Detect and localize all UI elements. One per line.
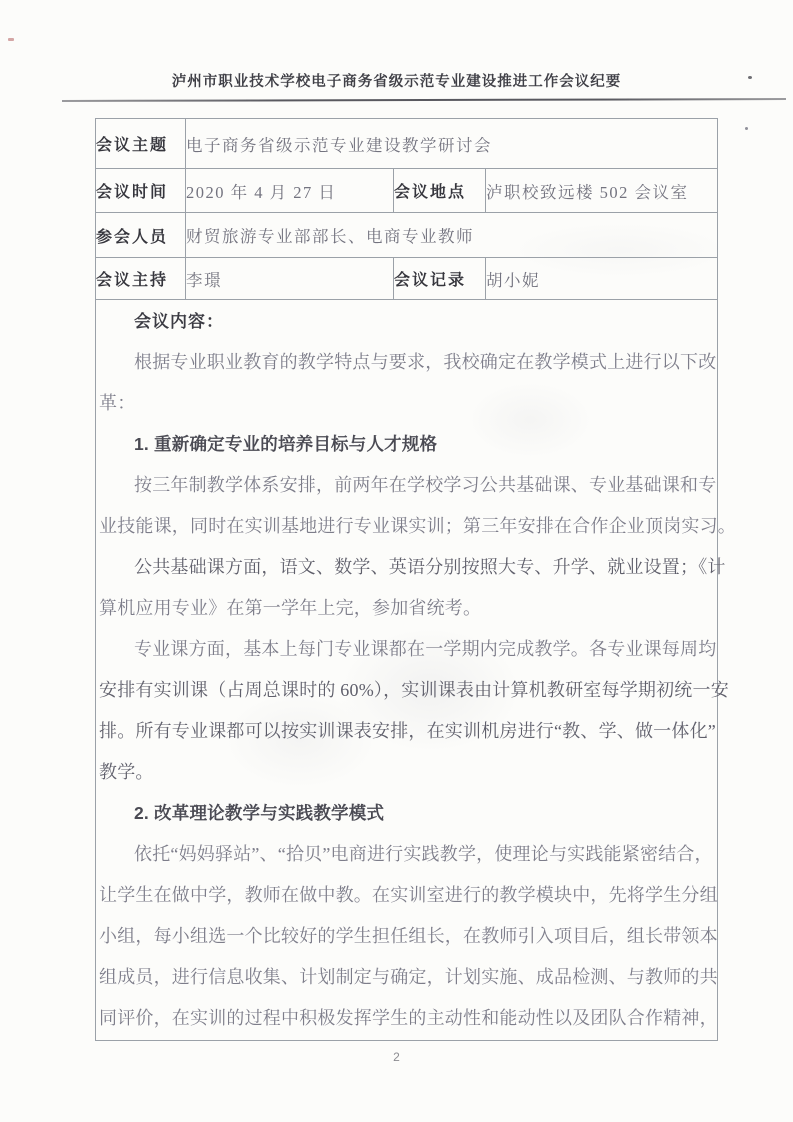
content-line: 2. 改革理论教学与实践教学模式 (134, 803, 385, 823)
content-line: 依托“妈妈驿站”、“拾贝”电商进行实践教学，使理论与实践能紧密结合， (134, 844, 713, 864)
document-title: 泸州市职业技术学校电子商务省级示范专业建设推进工作会议纪要 (171, 74, 622, 90)
content-line: 专业课方面，基本上每门专业课都在一学期内完成教学。各专业课每周均 (134, 639, 717, 659)
content-line: 组成员，进行信息收集、计划制定与确定，计划实施、成品检测、与教师的共 (99, 967, 718, 987)
title-underline (62, 98, 786, 102)
content-line: 业技能课，同时在实训基地进行专业课实训；第三年安排在合作企业顶岗实习。 (99, 516, 736, 536)
content-line: 同评价，在实训的过程中积极发挥学生的主动性和能动性以及团队合作精神， (99, 1008, 718, 1028)
content-line: 安排有实训课（占周总课时的 60%），实训课表由计算机教研室每学期初统一安 (99, 680, 729, 700)
scan-speck (8, 38, 14, 41)
meeting-content-cell (96, 300, 736, 1041)
content-line: 1. 重新确定专业的培养目标与人才规格 (134, 434, 438, 454)
table-row (96, 258, 718, 300)
host-label: 会议主持 (96, 258, 186, 300)
meeting-time-label: 会议时间 (96, 169, 186, 213)
content-line: 让学生在做中学，教师在做中教。在实训室进行的教学模块中，先将学生分组 (99, 885, 718, 905)
content-heading: 会议内容： (134, 312, 224, 331)
table-row (96, 300, 718, 1041)
page-number: 2 (393, 1050, 400, 1064)
attendees-value: 财贸旅游专业部部长、电商专业教师 (186, 213, 718, 258)
meeting-place-value: 泸职校致远楼 502 会议室 (486, 169, 718, 213)
table-row (96, 213, 718, 258)
content-line: 小组，每小组选一个比较好的学生担任组长，在教师引入项目后，组长带领本 (99, 926, 718, 946)
meeting-topic-value: 电子商务省级示范专业建设教学研讨会 (186, 119, 718, 169)
content-line: 教学。 (99, 762, 154, 782)
content-line: 根据专业职业教育的教学特点与要求，我校确定在教学模式上进行以下改 (134, 352, 717, 372)
recorder-label: 会议记录 (394, 258, 486, 300)
scan-speck (745, 127, 748, 130)
content-line: 算机应用专业》在第一学年上完，参加省统考。 (99, 598, 482, 618)
recorder-value: 胡小妮 (486, 258, 718, 300)
meeting-place-label: 会议地点 (394, 169, 486, 213)
content-line: 公共基础课方面，语文、数学、英语分别按照大专、升学、就业设置；《计 (134, 557, 726, 577)
content-line: 排。所有专业课都可以按实训课表安排，在实训机房进行“教、学、做一体化” (99, 721, 716, 741)
attendees-label: 参会人员 (96, 213, 186, 258)
content-lines (96, 342, 736, 1039)
table-row (96, 169, 718, 213)
scan-speck (748, 76, 752, 79)
host-value: 李璟 (186, 258, 394, 300)
table-row (96, 119, 718, 169)
meeting-minutes-table (95, 118, 736, 1041)
meeting-topic-label: 会议主题 (96, 119, 186, 169)
content-line: 按三年制教学体系安排，前两年在学校学习公共基础课、专业基础课和专 (134, 475, 717, 495)
content-line: 革： (99, 393, 136, 413)
meeting-time-value: 2020 年 4 月 27 日 (186, 169, 394, 213)
